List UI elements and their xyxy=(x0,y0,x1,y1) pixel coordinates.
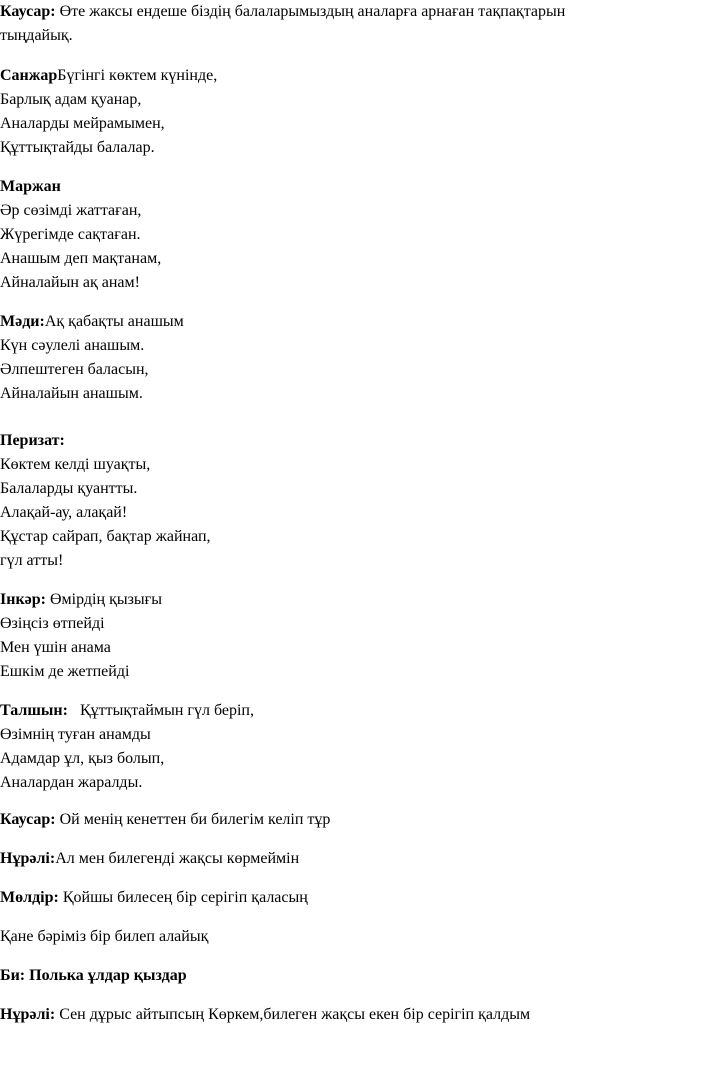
line-text: Өте жаксы ендеше біздің балаларымыздың аналарға арнаған тақпақтарын xyxy=(59,3,566,20)
line-text: Бүгінгі көктем күнінде, xyxy=(57,67,218,84)
line: Адамдар ұл, қыз болып, xyxy=(0,750,165,767)
line: Ешкім де жетпейді xyxy=(0,663,130,680)
line-text: Сен дұрыс айтыпсың Көркем,билеген жақсы екен бір серігіп қалдым xyxy=(55,1006,531,1023)
line: Әлпештеген баласын, xyxy=(0,361,149,378)
line-text: Өмірдің қызығы xyxy=(46,591,162,608)
line: тыңдайық. xyxy=(0,27,73,44)
line: Мен үшін анама xyxy=(0,639,111,656)
speaker-name: Санжар xyxy=(0,67,58,84)
line xyxy=(0,310,184,333)
speaker-name: Маржан xyxy=(0,178,61,195)
line: Балаларды қуантты. xyxy=(0,480,138,497)
line xyxy=(0,699,254,722)
line: Айналайын ақ анам! xyxy=(0,274,140,291)
line: Айналайын анашым. xyxy=(0,385,143,402)
line xyxy=(0,64,217,87)
line: Анашым деп мақтанам, xyxy=(0,250,162,267)
line: гүл атты! xyxy=(0,552,64,569)
line: Өзімнің туған анамды xyxy=(0,726,151,743)
line: Күн сәулелі анашым. xyxy=(0,337,145,354)
line: Әр сөзімді жаттаған, xyxy=(0,202,142,219)
line-text: Құттықтаймын гүл беріп, xyxy=(67,702,254,719)
line: Өзіңсіз өтпейді xyxy=(0,615,105,632)
line-text: Ой менің кенеттен би билегім келіп тұр xyxy=(55,811,331,828)
line: Аналарды мейрамымен, xyxy=(0,115,165,132)
speaker-name: Мөлдір: xyxy=(0,889,59,906)
line xyxy=(0,1003,530,1026)
speaker-name: Мәди: xyxy=(0,313,45,330)
line xyxy=(0,886,308,909)
speaker-name: Нұрәлі: xyxy=(0,1006,56,1023)
line: Қане бәріміз бір билеп алайық xyxy=(0,928,209,945)
line-text: Ал мен билегенді жақсы көрмеймін xyxy=(55,850,300,867)
line: Аналардан жаралды. xyxy=(0,774,143,791)
line xyxy=(0,808,330,831)
speaker-name: Каусар: xyxy=(0,811,56,828)
speaker-name: Інкәр: xyxy=(0,591,46,608)
line: Алақай-ау, алақай! xyxy=(0,504,128,521)
line-text: Қойшы билесең бір серігіп қаласың xyxy=(58,889,308,906)
line xyxy=(0,0,565,23)
speaker-name: Перизат: xyxy=(0,432,65,449)
speaker-name: Талшын: xyxy=(0,702,68,719)
line xyxy=(0,588,162,611)
line: Құттықтайды балалар. xyxy=(0,139,155,156)
speaker-name: Нұрәлі: xyxy=(0,850,56,867)
speaker-name: Каусар: xyxy=(0,3,56,20)
line: Құстар сайрап, бақтар жайнап, xyxy=(0,528,211,545)
line xyxy=(0,847,299,870)
line: Барлық адам қуанар, xyxy=(0,91,142,108)
line-text: Ақ қабақты анашым xyxy=(44,313,184,330)
line: Көктем келді шуақты, xyxy=(0,456,151,473)
line: Жүрегімде сақтаған. xyxy=(0,226,141,243)
dance-heading: Би: Полька ұлдар қыздар xyxy=(0,967,187,984)
